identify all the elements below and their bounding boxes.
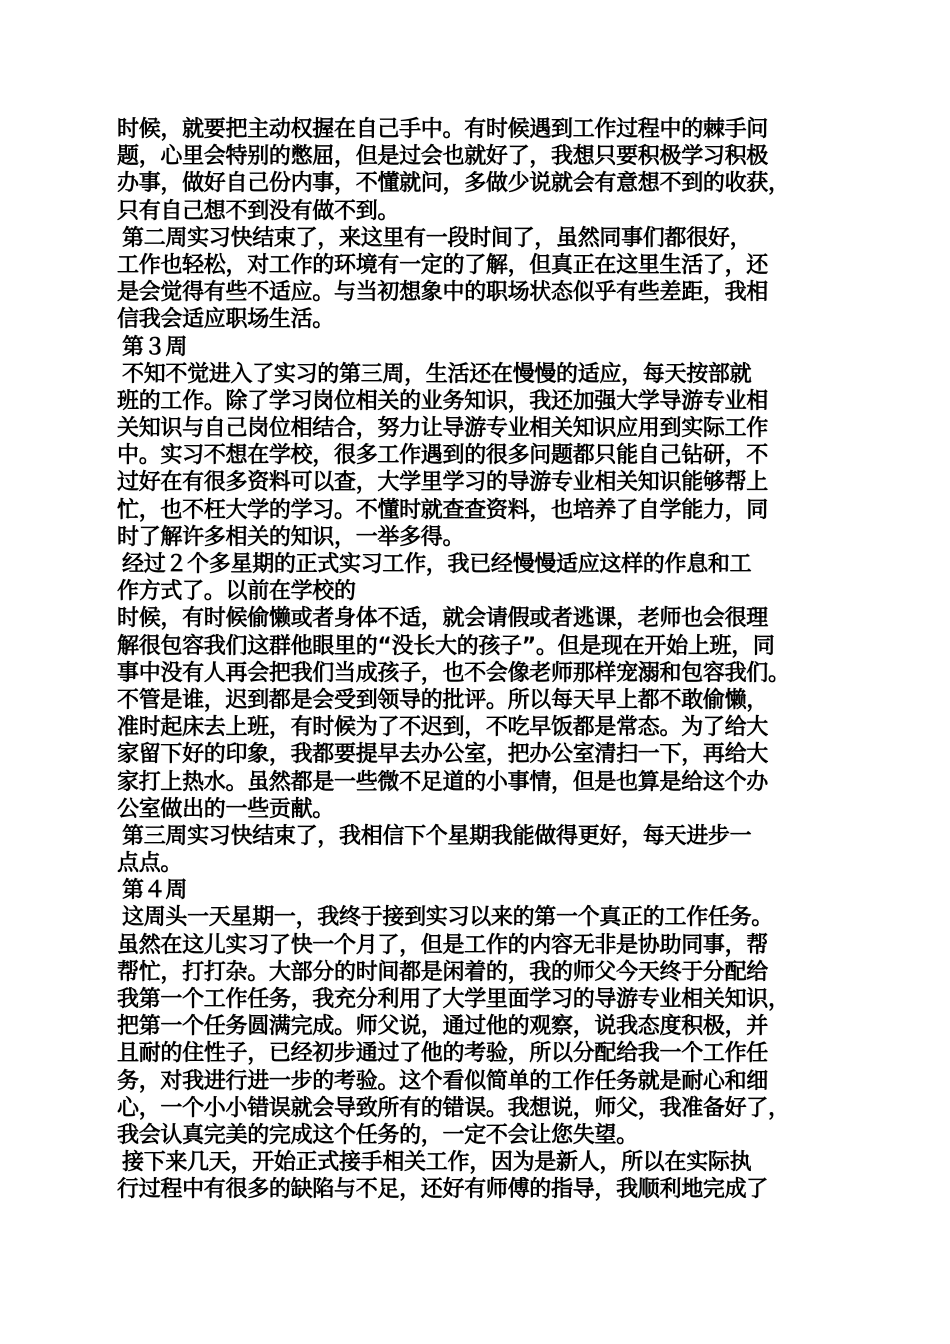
text-line: 点点。 <box>117 851 183 877</box>
text-line: 公室做出的一些贡献。 <box>117 796 335 822</box>
text-line: 虽然在这儿实习了快一个月了，但是工作的内容无非是协助同事，帮 <box>117 932 769 958</box>
text-line: 不管是谁，迟到都是会受到领导的批评。所以每天早上都不敢偷懒， <box>117 687 769 713</box>
text-line: 忙，也不枉大学的学习。不懂时就查查资料，也培养了自学能力，同 <box>117 497 769 523</box>
section-heading-week-4: 第４周 <box>122 878 188 904</box>
text-line: 办事，做好自己份内事，不懂就问，多做少说就会有意想不到的收获， <box>117 171 790 197</box>
text-line: 关知识与自己岗位相结合，努力让导游专业相关知识应用到实际工作 <box>117 416 769 442</box>
text-line: 时候，有时候偷懒或者身体不适，就会请假或者逃课，老师也会很理 <box>117 606 769 632</box>
document-body <box>117 116 857 1204</box>
text-line: 工作也轻松，对工作的环境有一定的了解，但真正在这里生活了，还 <box>117 252 769 278</box>
text-line: 经过２个多星期的正式实习工作，我已经慢慢适应这样的作息和工 <box>122 552 752 577</box>
text-line: 时候，就要把主动权握在自己手中。有时候遇到工作过程中的棘手问 <box>117 117 769 142</box>
text-line: 是会觉得有些不适应。与当初想象中的职场状态似乎有些差距，我相 <box>117 280 769 306</box>
text-line: 我第一个工作任务，我充分利用了大学里面学习的导游专业相关知识， <box>117 987 790 1012</box>
text-line: 解很包容我们这群他眼里的“没长大的孩子”。但是现在开始上班，同 <box>117 633 775 659</box>
text-line: 我会认真完美的完成这个任务的，一定不会让您失望。 <box>117 1122 638 1148</box>
text-line: 不知不觉进入了实习的第三周，生活还在慢慢的适应，每天按部就 <box>122 361 752 387</box>
text-line: 班的工作。除了学习岗位相关的业务知识，我还加强大学导游专业相 <box>117 388 769 414</box>
text-line: 事中没有人再会把我们当成孩子，也不会像老师那样宠溺和包容我们。 <box>117 660 790 686</box>
text-line: 这周头一天星期一，我终于接到实习以来的第一个真正的工作任务。 <box>122 905 774 931</box>
text-line: 心，一个小小错误就会导致所有的错误。我想说，师父，我准备好了， <box>117 1095 790 1121</box>
text-line: 行过程中有很多的缺陷与不足，还好有师傅的指导，我顺利地完成了 <box>117 1177 769 1203</box>
text-line: 第三周实习快结束了，我相信下个星期我能做得更好，每天进步一 <box>122 823 752 849</box>
text-line: 家留下好的印象，我都要提早去办公室，把办公室清扫一下，再给大 <box>117 742 769 768</box>
text-line: 且耐的住性子，已经初步通过了他的考验，所以分配给我一个工作任 <box>117 1041 769 1067</box>
text-line: 帮忙，打打杂。大部分的时间都是闲着的，我的师父今天终于分配给 <box>117 959 769 985</box>
text-line: 中。实习不想在学校，很多工作遇到的很多问题都只能自己钻研，不 <box>117 443 769 469</box>
text-line: 信我会适应职场生活。 <box>117 307 335 333</box>
text-line: 家打上热水。虽然都是一些微不足道的小事情，但是也算是给这个办 <box>117 769 769 795</box>
text-line: 准时起床去上班，有时候为了不迟到，不吃早饭都是常态。为了给大 <box>117 715 769 741</box>
text-line: 只有自己想不到没有做不到。 <box>117 198 400 224</box>
text-line: 时了解许多相关的知识，一举多得。 <box>117 524 465 550</box>
text-line: 接下来几天，开始正式接手相关工作，因为是新人，所以在实际执 <box>122 1150 752 1176</box>
section-heading-week-3: 第３周 <box>122 334 188 360</box>
text-line: 作方式了。以前在学校的 <box>117 579 356 605</box>
text-line: 题，心里会特别的憋屈，但是过会也就好了，我想只要积极学习积极 <box>117 144 769 170</box>
text-line: 第二周实习快结束了，来这里有一段时间了，虽然同事们都很好， <box>122 225 752 251</box>
text-line: 过好在有很多资料可以查，大学里学习的导游专业相关知识能够帮上 <box>117 470 769 496</box>
text-line: 务，对我进行进一步的考验。这个看似简单的工作任务就是耐心和细 <box>117 1068 769 1094</box>
text-line: 把第一个任务圆满完成。师父说，通过他的观察，说我态度积极，并 <box>117 1014 769 1040</box>
